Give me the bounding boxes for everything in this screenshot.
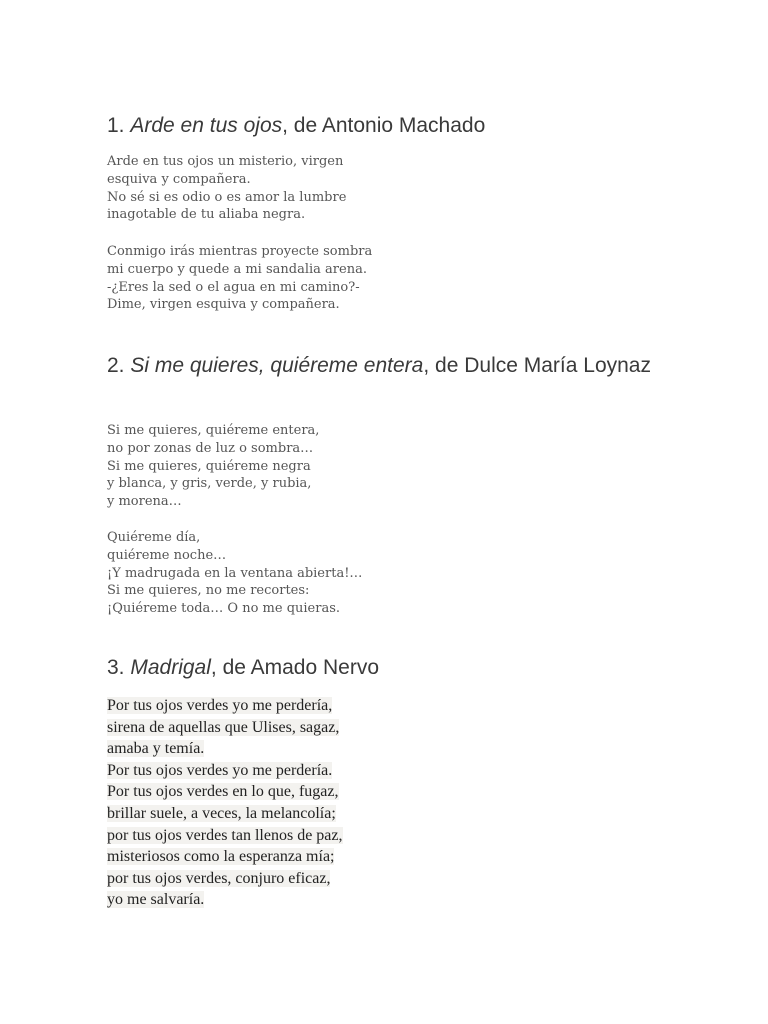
poem-line: no por zonas de luz o sombra… [107,440,314,456]
poem-1-author: , de Antonio Machado [282,114,486,137]
poem-3-author: , de Amado Nervo [210,656,379,679]
poem-line: mi cuerpo y quede a mi sandalia arena. [107,261,367,277]
poem-line: brillar suele, a veces, la melancolía; [107,804,336,822]
poem-line: Por tus ojos verdes en lo que, fugaz, [107,783,339,801]
poem-line: inagotable de tu aliaba negra. [107,207,306,223]
poem-line: Por tus ojos verdes yo me perdería. [107,761,333,779]
poem-1-stanza-2 [107,243,372,314]
poem-line: yo me salvaría. [107,891,205,909]
poem-line: por tus ojos verdes tan llenos de paz, [107,826,343,844]
poem-3-stanza-1 [107,695,343,911]
poem-line: y blanca, y gris, verde, y rubia, [107,476,312,492]
poem-line: Si me quieres, no me recortes: [107,583,310,599]
poem-line: sirena de aquellas que Ulises, sagaz, [107,718,340,736]
poem-3-title [107,654,707,682]
poem-line: amaba y temía. [107,740,205,758]
poem-line: ¡Quiéreme toda… O no me quieras. [107,601,341,617]
poem-2-title [107,352,667,380]
poem-2-number: 2. [107,354,125,377]
poem-line: Si me quieres, quiéreme entera, [107,423,320,438]
poem-line: misteriosos como la esperanza mía; [107,848,335,866]
poem-line: esquiva y compañera. [107,171,251,187]
poem-line: ¡Y madrugada en la ventana abierta!… [107,565,363,581]
poem-1-name: Arde en tus ojos [130,114,283,137]
poem-2-stanza-1 [107,422,319,511]
poem-2-name: Si me quieres, quiéreme entera [130,354,424,377]
poem-line: Arde en tus ojos un misterio, virgen [107,154,344,169]
poem-line: quiéreme noche… [107,547,227,563]
poem-line: -¿Eres la sed o el agua en mi camino?- [107,279,360,295]
poem-line: por tus ojos verdes, conjuro eficaz, [107,869,331,887]
poem-3-name: Madrigal [130,656,211,679]
poem-2-stanza-2 [107,529,362,618]
poem-2-author: , de Dulce María Loynaz [423,354,651,377]
poem-line: y morena… [107,494,182,510]
poem-3-number: 3. [107,656,125,679]
poem-line: Por tus ojos verdes yo me perdería, [107,697,333,714]
poem-1-title [107,112,707,140]
poem-line: Si me quieres, quiéreme negra [107,458,311,474]
poem-line: Conmigo irás mientras proyecte sombra [107,244,373,259]
poem-line: Dime, virgen esquiva y compañera. [107,297,340,313]
poem-1-number: 1. [107,114,125,137]
poem-line: No sé si es odio o es amor la lumbre [107,189,347,205]
poem-line: Quiéreme día, [107,530,201,545]
poem-1-stanza-1 [107,153,346,224]
